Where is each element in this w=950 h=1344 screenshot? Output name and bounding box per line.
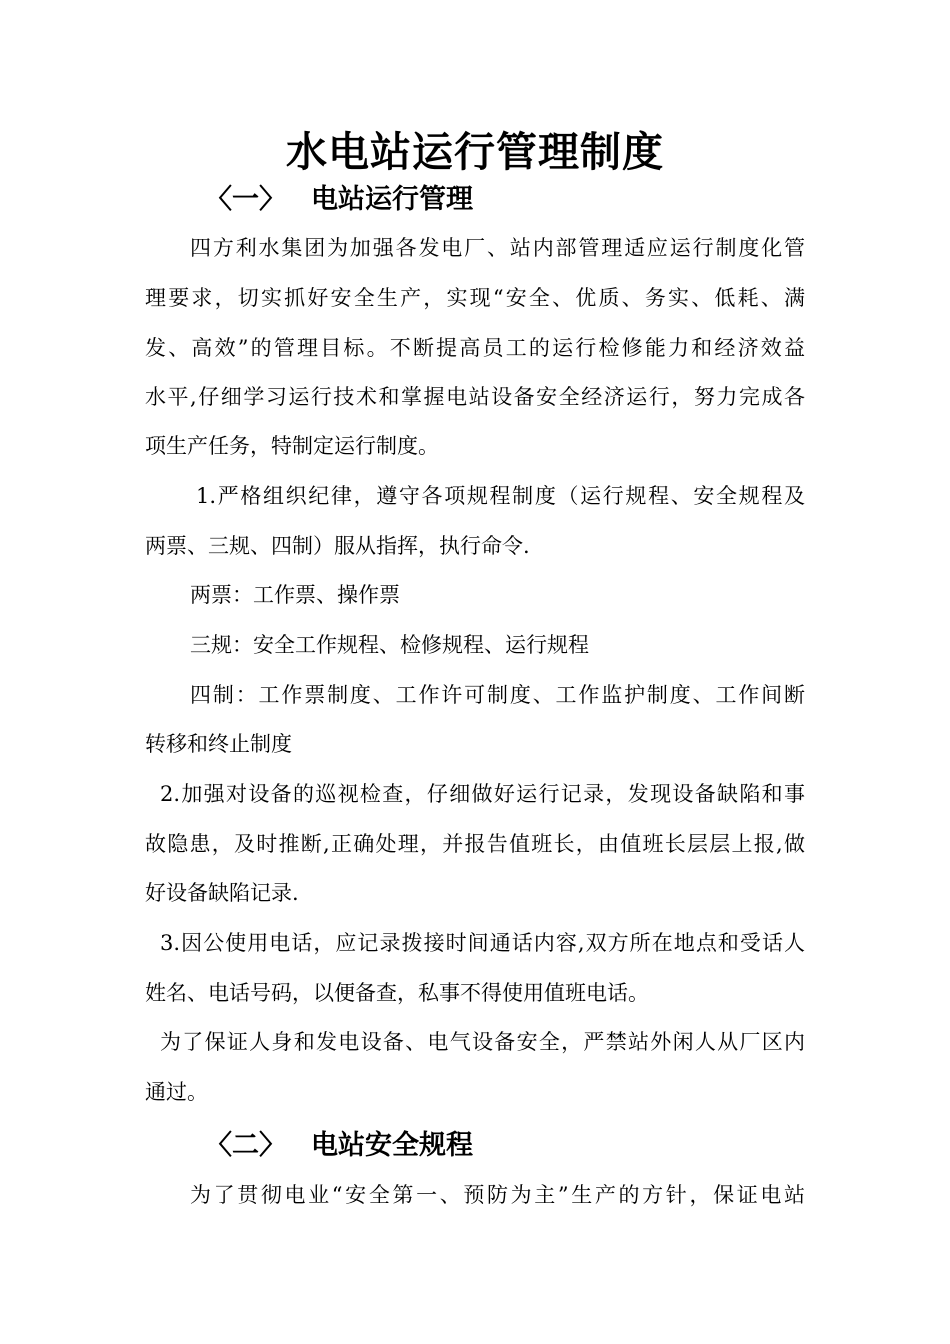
- paragraph-line: 四制：工作票制度、工作许可制度、工作监护制度、工作间断: [190, 683, 805, 707]
- paragraph-line: 为了保证人身和发电设备、电气设备安全，严禁站外闲人从厂区内: [160, 1030, 805, 1054]
- paragraph-line: 三规：安全工作规程、检修规程、运行规程: [190, 633, 589, 657]
- section-heading-2: [205, 1126, 473, 1166]
- section-title: 电站运行管理: [311, 184, 473, 215]
- section-number: 〈一〉: [205, 184, 286, 215]
- section-number: 〈二〉: [205, 1130, 286, 1161]
- paragraph-line: 1.严格组织纪律，遵守各项规程制度（运行规程、安全规程及: [196, 484, 805, 508]
- paragraph-line: 通过。: [145, 1080, 208, 1104]
- paragraph-line: 两票、三规、四制）服从指挥，执行命令.: [145, 534, 530, 558]
- paragraph-line: 3.因公使用电话，应记录拨接时间通话内容,双方所在地点和受话人: [160, 931, 805, 955]
- paragraph-line: 水平,仔细学习运行技术和掌握电站设备安全经济运行，努力完成各: [145, 385, 805, 409]
- paragraph-line: 故隐患，及时推断,正确处理，并报告值班长，由值班长层层上报,做: [145, 832, 805, 856]
- paragraph-line: 项生产任务，特制定运行制度。: [145, 434, 439, 458]
- paragraph-line: 理要求，切实抓好安全生产，实现“安全、优质、务实、低耗、满: [145, 286, 805, 310]
- paragraph-line: 2.加强对设备的巡视检查，仔细做好运行记录，发现设备缺陷和事: [160, 782, 805, 806]
- paragraph-line: 姓名、电话号码，以便备查，私事不得使用值班电话。: [145, 981, 649, 1005]
- section-title: 电站安全规程: [311, 1130, 473, 1161]
- paragraph-line: 好设备缺陷记录.: [145, 881, 299, 905]
- paragraph-line: 两票：工作票、操作票: [190, 583, 400, 607]
- section-heading-1: [205, 180, 473, 220]
- paragraph-line: 转移和终止制度: [145, 732, 292, 756]
- document-title: 水电站运行管理制度: [286, 128, 664, 176]
- paragraph-line: 为了贯彻电业“安全第一、预防为主”生产的方针，保证电站: [190, 1183, 805, 1207]
- paragraph-line: 四方利水集团为加强各发电厂、站内部管理适应运行制度化管: [190, 236, 805, 260]
- paragraph-line: 发、高效”的管理目标。不断提高员工的运行检修能力和经济效益: [145, 336, 805, 360]
